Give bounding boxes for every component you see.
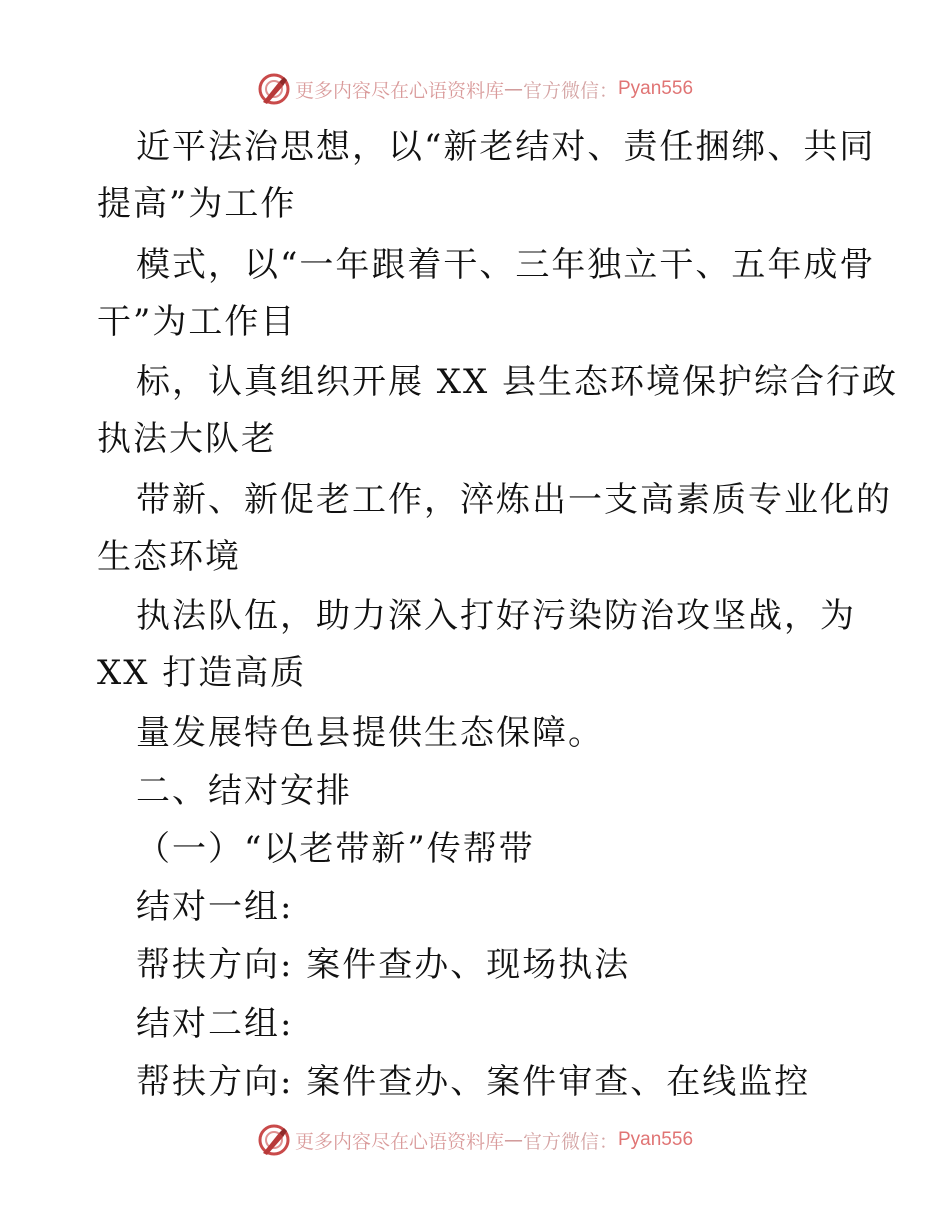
body-line: 生态环境 — [97, 537, 241, 577]
body-line: 帮扶方向: 案件查办、案件审查、在线监控 — [136, 1062, 811, 1102]
body-line: 帮扶方向: 案件查办、现场执法 — [136, 945, 631, 985]
watermark-wechat-id: Pyan556 — [618, 1129, 694, 1150]
watermark-sub-text: 官方微信： — [522, 79, 618, 102]
body-line: 量发展特色县提供生态保障。 — [136, 713, 604, 753]
watermark-main-text: 更多内容尽在心语资料库 — [294, 1130, 504, 1153]
body-line: 标，认真组织开展 XX 县生态环境保护综合行政 — [136, 362, 899, 402]
body-line: 干”为工作目 — [97, 302, 297, 342]
section-heading: 二、结对安排 — [136, 771, 352, 811]
body-line: 结对二组: — [136, 1004, 294, 1044]
watermark-header — [0, 72, 950, 106]
watermark-wechat-id: Pyan556 — [618, 78, 694, 99]
body-line: 近平法治思想，以“新老结对、责任捆绑、共同 — [136, 127, 876, 167]
watermark-main-text: 更多内容尽在心语资料库 — [294, 79, 504, 102]
body-line: 执法大队老 — [97, 419, 277, 459]
subsection-heading: （一）“以老带新”传帮带 — [136, 829, 535, 869]
watermark-dash: — — [503, 1129, 523, 1151]
body-line: 带新、新促老工作，淬炼出一支高素质专业化的 — [136, 480, 892, 520]
body-line: 提高”为工作 — [97, 184, 297, 224]
body-line: 执法队伍，助力深入打好污染防治攻坚战，为 — [136, 596, 856, 636]
body-line: 结对一组: — [136, 887, 294, 927]
pen-logo-icon — [257, 1123, 291, 1157]
body-line: 模式，以“一年跟着干、三年独立干、五年成骨 — [136, 245, 876, 285]
watermark-sub-text: 官方微信： — [522, 1130, 618, 1153]
body-line: XX 打造高质 — [97, 653, 307, 693]
pen-logo-icon — [257, 72, 291, 106]
watermark-footer — [0, 1123, 950, 1157]
watermark-dash: — — [503, 78, 523, 100]
